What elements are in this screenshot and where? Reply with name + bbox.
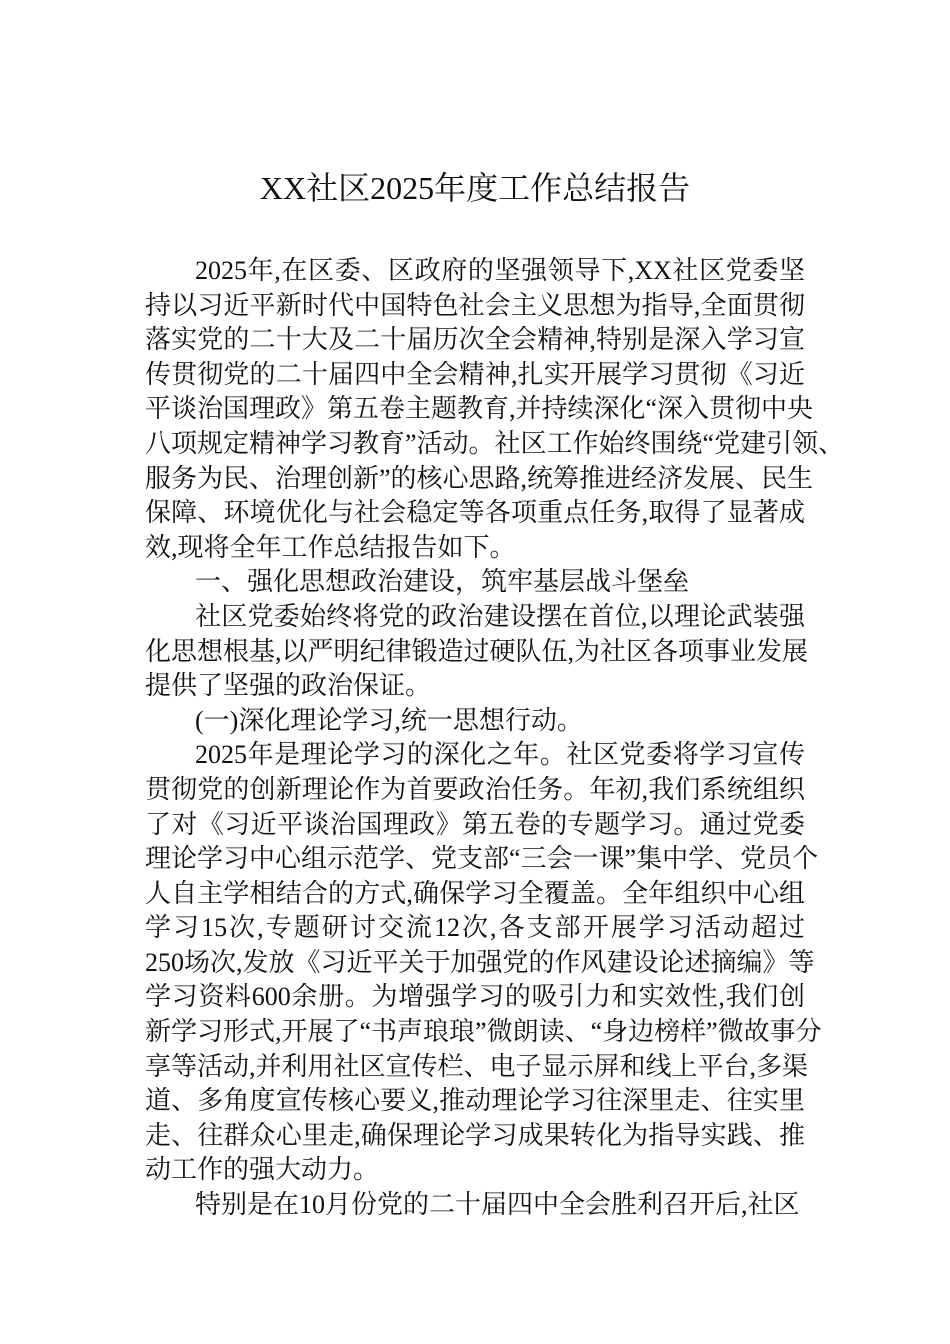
text-line: 保障、环境优化与社会稳定等各项重点任务,取得了显著成 xyxy=(145,498,805,528)
text-line: 平谈治国理政》第五卷主题教育,并持续深化“深入贯彻中央 xyxy=(145,394,814,424)
text-line: (一)深化理论学习,统一思想行动。 xyxy=(195,705,583,735)
subsection-heading xyxy=(145,704,805,739)
text-line: 2025年,在区委、区政府的坚强领导下,XX社区党委坚 xyxy=(195,256,805,285)
text-line: 持以习近平新时代中国特色社会主义思想为指导,全面贯彻 xyxy=(145,290,805,320)
text-line: 八项规定精神学习教育”活动。社区工作始终围绕“党建引领、 xyxy=(145,428,845,458)
text-line: 新学习形式,开展了“书声琅琅”微朗读、“身边榜样”微故事分 xyxy=(145,1017,822,1047)
text-line: 提供了坚强的政治保证。 xyxy=(145,671,432,701)
paragraph xyxy=(145,600,809,704)
text-line: 学习资料600余册。为增强学习的吸引力和实效性,我们创 xyxy=(145,982,805,1012)
paragraph xyxy=(145,254,845,565)
text-line: 2025年是理论学习的深化之年。社区党委将学习宣传 xyxy=(195,740,805,770)
text-line: 特别是在10月份党的二十届四中全会胜利召开后,社区 xyxy=(195,1190,800,1220)
text-line: 了对《习近平谈治国理政》第五卷的专题学习。通过党委 xyxy=(145,809,805,839)
text-line: 一、强化思想政治建设，筑牢基层战斗堡垒 xyxy=(195,567,690,597)
text-line: 人自主学相结合的方式,确保学习全覆盖。全年组织中心组 xyxy=(145,878,805,908)
text-line: 落实党的二十大及二十届历次全会精神,特别是深入学习宣 xyxy=(145,325,805,355)
text-line: 化思想根基,以严明纪律锻造过硬队伍,为社区各项事业发展 xyxy=(145,636,809,666)
text-line: 道、多角度宣传核心要义,推动理论学习往深里走、往实里 xyxy=(145,1086,805,1116)
document-body xyxy=(145,254,845,1223)
text-line: 理论学习中心组示范学、党支部“三会一课”集中学、党员个 xyxy=(145,844,819,874)
text-line: 社区党委始终将党的政治建设摆在首位,以理论武装强 xyxy=(195,601,805,631)
text-line: 传贯彻党的二十届四中全会精神,扎实开展学习贯彻《习近 xyxy=(145,359,805,389)
section-heading xyxy=(145,565,805,600)
text-line: 享等活动,并利用社区宣传栏、电子显示屏和线上平台,多渠 xyxy=(145,1051,809,1081)
text-line: 贯彻党的创新理论作为首要政治任务。年初,我们系统组织 xyxy=(145,774,805,804)
text-line: 走、往群众心里走,确保理论学习成果转化为指导实践、推 xyxy=(145,1120,805,1150)
document-title: XX社区2025年度工作总结报告 xyxy=(259,170,691,206)
text-line: 服务为民、治理创新”的核心思路,统筹推进经济发展、民生 xyxy=(145,463,814,493)
text-line: 学习15次,专题研讨交流12次,各支部开展学习活动超过 xyxy=(145,913,805,943)
text-line: 250场次,发放《习近平关于加强党的作风建设论述摘编》等 xyxy=(145,947,815,977)
paragraph xyxy=(145,1188,805,1223)
text-line: 动工作的强大动力。 xyxy=(145,1155,380,1185)
paragraph xyxy=(145,738,822,1188)
text-line: 效,现将全年工作总结报告如下。 xyxy=(145,532,516,562)
